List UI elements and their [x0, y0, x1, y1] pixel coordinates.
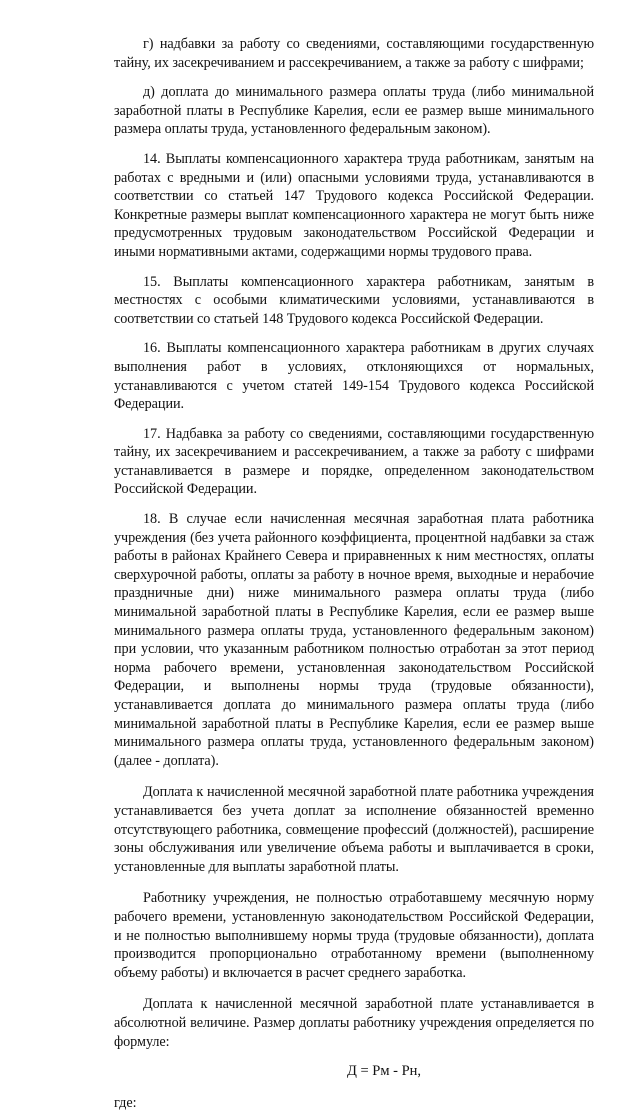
paragraph-g: г) надбавки за работу со сведениями, составляющими государственную тайну, их засекречиванием и рассекречиванием, а также за работу с шифрами; [114, 36, 594, 71]
where-label: где: [114, 1095, 137, 1112]
paragraph-18: 18. В случае если начисленная месячная заработная плата работника учреждения (без учета районного коэффициента, процентной надбавки за стаж работы в районах Крайнего Севера и приравненных к ним местностях, оплаты сверхурочной работы, оплаты за работу в ночное время, выходные и нерабочие праздничные дни) ниже минимального размера оплаты труда (либо минимальной заработной платы в Республике Карелия, если ее размер выше минимального размера оплаты труда, установленного федеральным законом) при условии, что указанным работником полностью отработан за этот период норма рабочего времени, установленная законодательством Российской Федерации, и выполнены нормы труда (трудовые обязанности), устанавливается доплата до минимального размера оплаты труда (либо минимальной заработной платы в Республике Карелия, если ее размер выше минимального размера оплаты труда, установленного федеральным законом) (далее - доплата). [114, 511, 594, 769]
paragraph-15: 15. Выплаты компенсационного характера работникам, занятым в местностях с особыми климатическими условиями, устанавливаются в соответствии со статьей 148 Трудового кодекса Российской Федерации. [114, 273, 594, 327]
paragraph-formula-intro: Доплата к начисленной месячной заработной плате устанавливается в абсолютной величине. Размер доплаты работнику учреждения определяется по формуле: [114, 996, 594, 1050]
supplement-formula: Д = Рм - Рн, [346, 1063, 422, 1080]
paragraph-17: 17. Надбавка за работу со сведениями, составляющими государственную тайну, их засекречиванием и рассекречиванием, а также за работу с шифрами устанавливается в размере и порядке, определенном законодательством Российской Федерации. [114, 425, 594, 498]
paragraph-supplement-basis: Доплата к начисленной месячной заработной плате работника учреждения устанавливается без учета доплат за исполнение обязанностей временно отсутствующего работника, совмещение профессий (должностей), расширение зоны обслуживания или увеличение объема работы и выплачивается в сроки, установленные для выплаты заработной платы. [114, 784, 594, 875]
paragraph-14: 14. Выплаты компенсационного характера труда работникам, занятым на работах с вредными и (или) опасными условиями труда, устанавливаются в соответствии со статьей 147 Трудового кодекса Российской Федерации. Конкретные размеры выплат компенсационного характера не могут быть ниже предусмотренных трудовым законодательством Российской Федерации и иными нормативными актами, содержащими нормы трудового права. [114, 150, 594, 260]
paragraph-16: 16. Выплаты компенсационного характера работникам в других случаях выполнения работ в условиях, отклоняющихся от нормальных, устанавливаются с учетом статей 149-154 Трудового кодекса Российской Федерации. [114, 340, 594, 413]
paragraph-d: д) доплата до минимального размера оплаты труда (либо минимальной заработной платы в Республике Карелия, если ее размер выше минимального размера оплаты труда, установленного федеральным законом). [114, 84, 594, 138]
paragraph-partial-norm: Работнику учреждения, не полностью отработавшему месячную норму рабочего времени, установленную законодательством Российской Федерации, и не полностью выполнившему нормы труда (трудовые обязанности), доплата производится пропорционально отработанному времени (выполненному объему работы) и включается в расчет среднего заработка. [114, 890, 594, 981]
